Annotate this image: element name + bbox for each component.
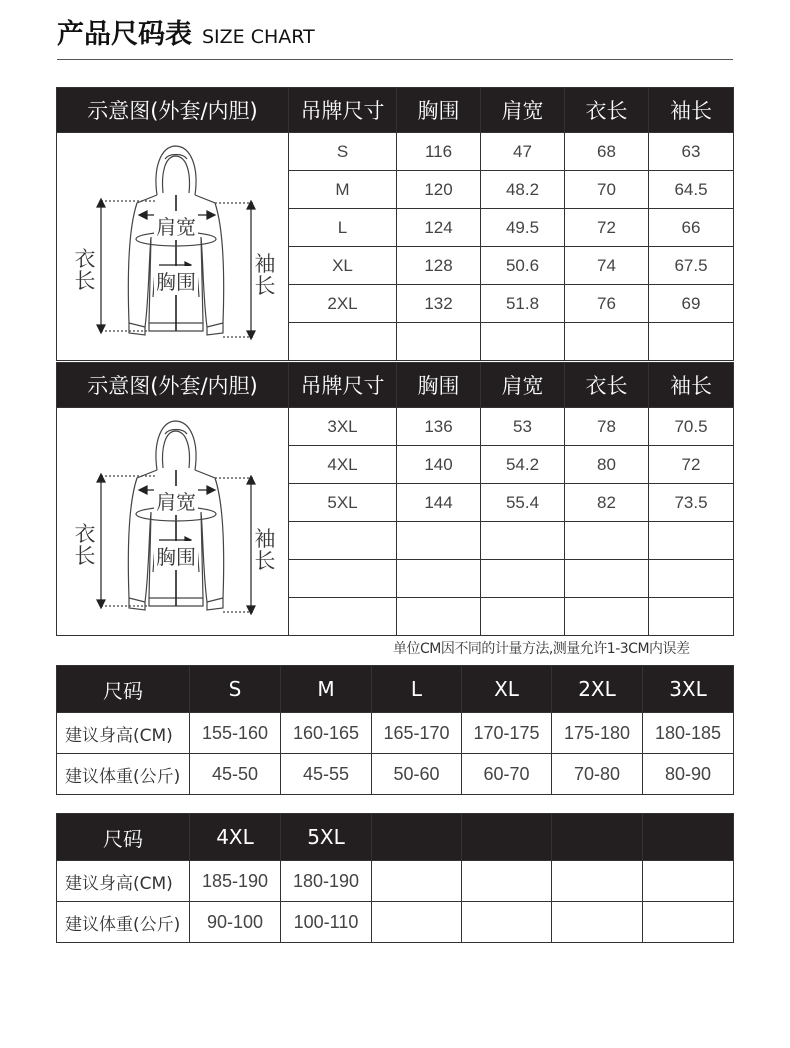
label-length: 衣长 xyxy=(74,521,96,568)
label-chest: 胸围 xyxy=(154,541,198,570)
length-cell: 70 xyxy=(565,171,649,209)
shoulder-cell: 48.2 xyxy=(481,171,565,209)
length-cell xyxy=(565,323,649,361)
rec-header-label: 尺码 xyxy=(57,666,190,713)
rec-header-size: M xyxy=(281,666,372,713)
header-shoulder: 肩宽 xyxy=(481,88,565,133)
diagram-cell xyxy=(57,408,289,636)
tag-size-cell xyxy=(289,323,397,361)
recommended-weight-row xyxy=(57,754,734,795)
header-length: 衣长 xyxy=(565,88,649,133)
tag-size-cell: S xyxy=(289,133,397,171)
rec-header-size: 2XL xyxy=(552,666,643,713)
chest-cell xyxy=(397,323,481,361)
jacket-diagram xyxy=(57,137,287,357)
sleeve-cell: 72 xyxy=(649,446,734,484)
rec-value-cell: 100-110 xyxy=(281,902,372,943)
header-chest: 胸围 xyxy=(397,363,481,408)
length-cell: 76 xyxy=(565,285,649,323)
rec-value-cell: 180-190 xyxy=(281,861,372,902)
sleeve-cell: 67.5 xyxy=(649,247,734,285)
rec-value-cell: 155-160 xyxy=(190,713,281,754)
sleeve-cell: 69 xyxy=(649,285,734,323)
row-label: 建议体重(公斤) xyxy=(57,754,190,795)
sleeve-cell xyxy=(649,522,734,560)
chest-cell: 116 xyxy=(397,133,481,171)
sleeve-cell: 73.5 xyxy=(649,484,734,522)
rec-value-cell: 160-165 xyxy=(281,713,372,754)
tag-size-cell: XL xyxy=(289,247,397,285)
tag-size-cell: 5XL xyxy=(289,484,397,522)
rec-header-size: L xyxy=(372,666,462,713)
length-cell: 74 xyxy=(565,247,649,285)
rec-header-size: 3XL xyxy=(643,666,734,713)
chest-cell: 128 xyxy=(397,247,481,285)
size-table-1 xyxy=(56,87,734,361)
recommendation-header xyxy=(57,666,734,713)
rec-value-cell xyxy=(462,861,552,902)
tag-size-cell: M xyxy=(289,171,397,209)
size-table-header xyxy=(57,88,734,133)
recommendation-table-2 xyxy=(56,813,734,943)
measurement-note: 单位CM因不同的计量方法,测量允许1-3CM内误差 xyxy=(393,641,690,657)
recommendation-table-1 xyxy=(56,665,734,795)
chest-cell xyxy=(397,598,481,636)
header-tag-size: 吊牌尺寸 xyxy=(289,363,397,408)
shoulder-cell xyxy=(481,560,565,598)
shoulder-cell xyxy=(481,598,565,636)
tag-size-cell xyxy=(289,560,397,598)
size-row xyxy=(57,133,734,171)
rec-value-cell xyxy=(552,902,643,943)
label-chest: 胸围 xyxy=(154,266,198,295)
length-cell xyxy=(565,598,649,636)
length-cell: 68 xyxy=(565,133,649,171)
diagram-cell xyxy=(57,133,289,361)
recommended-height-row xyxy=(57,713,734,754)
rec-header-size: 4XL xyxy=(190,814,281,861)
chest-cell xyxy=(397,560,481,598)
rec-value-cell xyxy=(643,902,734,943)
label-shoulder: 肩宽 xyxy=(154,486,198,515)
shoulder-cell: 47 xyxy=(481,133,565,171)
length-cell: 72 xyxy=(565,209,649,247)
sleeve-cell: 70.5 xyxy=(649,408,734,446)
row-label: 建议身高(CM) xyxy=(57,861,190,902)
shoulder-cell: 50.6 xyxy=(481,247,565,285)
size-table-2 xyxy=(56,362,734,636)
rec-value-cell xyxy=(372,861,462,902)
rec-value-cell: 45-55 xyxy=(281,754,372,795)
shoulder-cell: 49.5 xyxy=(481,209,565,247)
rec-value-cell: 80-90 xyxy=(643,754,734,795)
tag-size-cell: 3XL xyxy=(289,408,397,446)
chest-cell: 120 xyxy=(397,171,481,209)
header-length: 衣长 xyxy=(565,363,649,408)
sleeve-cell: 63 xyxy=(649,133,734,171)
chest-cell: 144 xyxy=(397,484,481,522)
header-shoulder: 肩宽 xyxy=(481,363,565,408)
length-cell: 82 xyxy=(565,484,649,522)
title-english: SIZE CHART xyxy=(202,26,315,48)
header-chest: 胸围 xyxy=(397,88,481,133)
label-length: 衣长 xyxy=(74,246,96,293)
rec-header-size: 5XL xyxy=(281,814,372,861)
tag-size-cell: 2XL xyxy=(289,285,397,323)
title-chinese: 产品尺码表 xyxy=(57,19,192,50)
rec-header-size: XL xyxy=(462,666,552,713)
title-divider xyxy=(57,59,733,60)
rec-value-cell: 165-170 xyxy=(372,713,462,754)
sleeve-cell xyxy=(649,560,734,598)
tag-size-cell: 4XL xyxy=(289,446,397,484)
rec-value-cell xyxy=(552,861,643,902)
length-cell xyxy=(565,522,649,560)
rec-value-cell: 185-190 xyxy=(190,861,281,902)
length-cell xyxy=(565,560,649,598)
rec-value-cell: 90-100 xyxy=(190,902,281,943)
rec-value-cell: 45-50 xyxy=(190,754,281,795)
header-diagram: 示意图(外套/内胆) xyxy=(57,88,289,133)
chest-cell xyxy=(397,522,481,560)
shoulder-cell: 51.8 xyxy=(481,285,565,323)
tag-size-cell: L xyxy=(289,209,397,247)
rec-header-size xyxy=(552,814,643,861)
shoulder-cell xyxy=(481,323,565,361)
label-shoulder: 肩宽 xyxy=(154,211,198,240)
rec-header-size xyxy=(643,814,734,861)
sleeve-cell xyxy=(649,323,734,361)
sleeve-cell xyxy=(649,598,734,636)
rec-value-cell xyxy=(462,902,552,943)
rec-header-size: S xyxy=(190,666,281,713)
rec-value-cell xyxy=(372,902,462,943)
rec-value-cell: 170-175 xyxy=(462,713,552,754)
tag-size-cell xyxy=(289,522,397,560)
length-cell: 80 xyxy=(565,446,649,484)
label-sleeve: 袖长 xyxy=(254,526,276,573)
rec-value-cell: 175-180 xyxy=(552,713,643,754)
rec-header-size xyxy=(462,814,552,861)
length-cell: 78 xyxy=(565,408,649,446)
row-label: 建议身高(CM) xyxy=(57,713,190,754)
header-diagram: 示意图(外套/内胆) xyxy=(57,363,289,408)
chest-cell: 136 xyxy=(397,408,481,446)
recommended-weight-row xyxy=(57,902,734,943)
header-tag-size: 吊牌尺寸 xyxy=(289,88,397,133)
page-title xyxy=(57,12,315,52)
rec-value-cell: 60-70 xyxy=(462,754,552,795)
shoulder-cell: 54.2 xyxy=(481,446,565,484)
rec-value-cell: 180-185 xyxy=(643,713,734,754)
rec-header-size xyxy=(372,814,462,861)
chest-cell: 132 xyxy=(397,285,481,323)
chest-cell: 140 xyxy=(397,446,481,484)
sleeve-cell: 66 xyxy=(649,209,734,247)
row-label: 建议体重(公斤) xyxy=(57,902,190,943)
recommendation-header xyxy=(57,814,734,861)
recommended-height-row xyxy=(57,861,734,902)
rec-header-label: 尺码 xyxy=(57,814,190,861)
header-sleeve: 袖长 xyxy=(649,88,734,133)
rec-value-cell: 70-80 xyxy=(552,754,643,795)
rec-value-cell: 50-60 xyxy=(372,754,462,795)
size-row xyxy=(57,408,734,446)
shoulder-cell: 53 xyxy=(481,408,565,446)
tag-size-cell xyxy=(289,598,397,636)
label-sleeve: 袖长 xyxy=(254,251,276,298)
chest-cell: 124 xyxy=(397,209,481,247)
size-table-header xyxy=(57,363,734,408)
rec-value-cell xyxy=(643,861,734,902)
jacket-diagram xyxy=(57,412,287,632)
sleeve-cell: 64.5 xyxy=(649,171,734,209)
shoulder-cell: 55.4 xyxy=(481,484,565,522)
header-sleeve: 袖长 xyxy=(649,363,734,408)
shoulder-cell xyxy=(481,522,565,560)
